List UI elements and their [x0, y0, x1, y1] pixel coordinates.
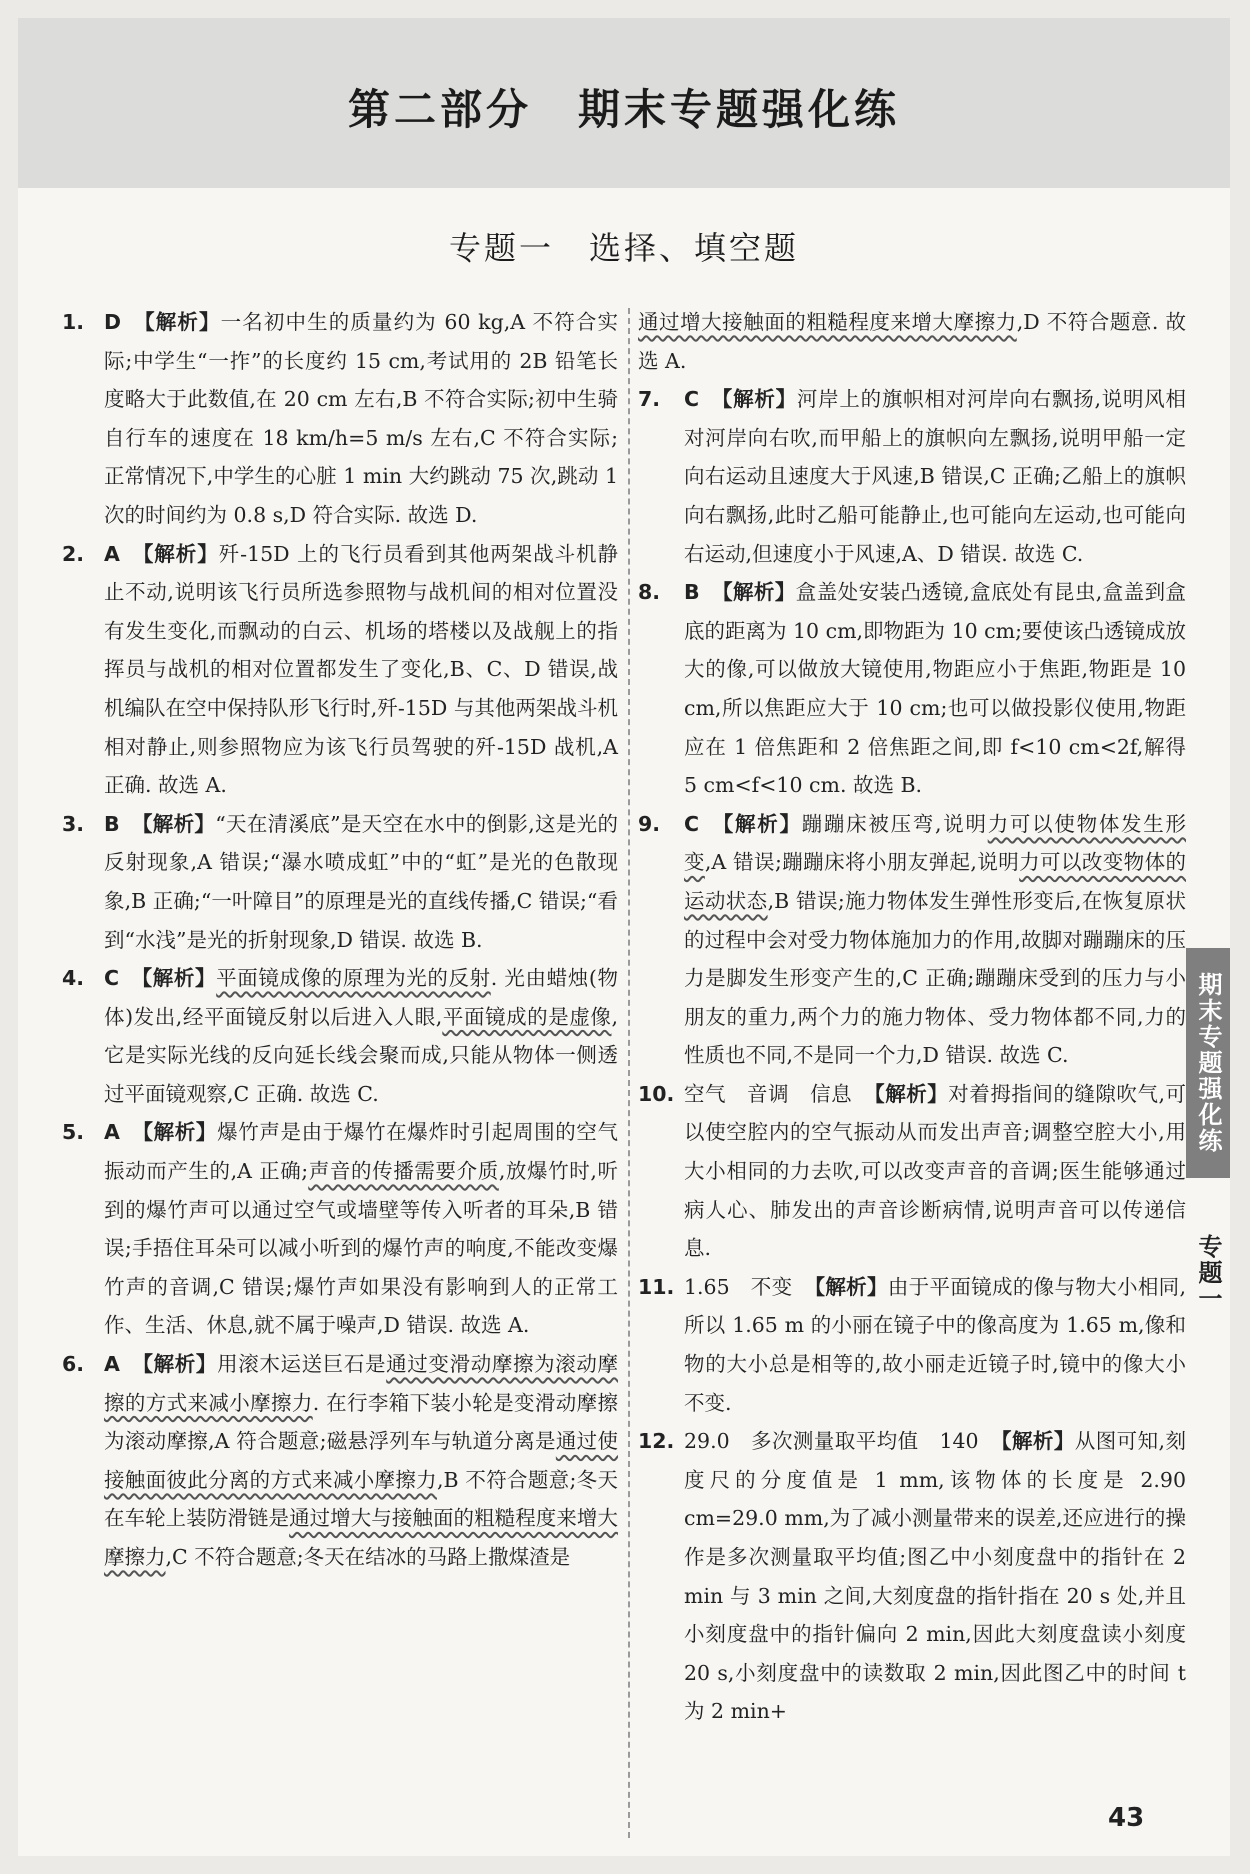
analysis-text: ,B 不符合题意;冬天在车轮上装防滑链是 [104, 1467, 618, 1531]
answer-item-9 [638, 805, 1186, 1075]
item-number: 1. [62, 310, 85, 334]
key-point: 力可以改变物体的运动状态 [684, 850, 1186, 913]
answer-choice: B [104, 811, 120, 836]
side-label: 专题一 [1194, 1234, 1222, 1312]
right-column [638, 303, 1186, 1731]
analysis-tag: 【解析】 [133, 310, 221, 334]
answer-item-6-continued [638, 303, 1186, 380]
item-number: 7. [638, 387, 661, 412]
topic-title: 专题一 选择、填空题 [448, 229, 799, 267]
item-number: 8. [638, 580, 661, 605]
analysis-text: 从图可知,刻度尺的分度值是 1 mm,该物体的长度是 2.90 cm=29.0 mm,为了减小测量带来的误差,还应进行的操作是多次测量取平均值;图乙中小刻度盘中的指针在 2 min 与 3 min 之间,大刻度盘的指针指在 20 s 处,并且小刻度盘中的指针偏向 2 min,因此大刻度盘读小刻度 20 s,小刻度盘中的读数取 2 min,因此图乙中的时间 t 为 2 min+ [684, 1429, 1186, 1724]
analysis-text: 用滚木运送巨石是 [217, 1352, 387, 1377]
analysis-text: 爆竹声是由于爆竹在爆炸时引起周围的空气振动而产生的,A 正确; [104, 1120, 619, 1184]
section-banner [18, 18, 1230, 188]
analysis-text: 由于平面镜成的像与物大小相同,所以 1.65 m 的小丽在镜子中的像高度为 1.65 m,像和物的大小总是相等的,故小丽走近镜子时,镜中的像大小不变. [684, 1274, 1187, 1415]
item-number: 4. [62, 966, 85, 991]
column-divider [628, 308, 630, 1838]
item-number: 5. [62, 1120, 85, 1145]
answer-item-1 [62, 303, 618, 535]
key-point: 通过变滑动摩擦为滚动摩擦的方式来减小摩擦力 [104, 1352, 619, 1415]
analysis-tag: 【解析】 [711, 387, 797, 412]
analysis-tag: 【解析】 [131, 1352, 218, 1377]
key-point: 力可以使物体发生形变 [684, 811, 1186, 875]
section-title: 第二部分 期末专题强化练 [347, 85, 900, 134]
answer-item-7 [638, 380, 1186, 573]
answer-item-3 [62, 805, 618, 959]
item-number: 2. [62, 541, 85, 566]
analysis-text: “天在清溪底”是天空在水中的倒影,这是光的反射现象,A 错误;“瀑水喷成虹”中的“虹”是光的色散现象,B 正确;“一叶障目”的原理是光的直线传播,C 错误;“看到“水浅”是光的折射现象,D 错误. 故选 B. [104, 811, 618, 952]
analysis-tag: 【解析】 [804, 1274, 888, 1299]
analysis-text: ,放爆竹时,听到的爆竹声可以通过空气或墙壁等传入听者的耳朵,B 错误;手捂住耳朵可以减小听到的爆竹声的响度,不能改变爆竹声的音调,C 错误;爆竹声如果没有影响到人的正常工作、生活、休息,就不属于噪声,D 错误. 故选 A. [104, 1159, 618, 1338]
answer-choice: A [104, 1120, 120, 1145]
analysis-tag: 【解析】 [131, 811, 216, 836]
answer-item-12 [638, 1422, 1186, 1731]
item-number: 11. [638, 1274, 675, 1299]
key-point: 平面镜成的是虚像 [442, 1004, 612, 1029]
key-point: 声音的传播需要介质 [308, 1159, 499, 1184]
answer-choice: B [684, 580, 700, 605]
analysis-text: 河岸上的旗帜相对河岸向右飘扬,说明风相对河岸向右吹,而甲船上的旗帜向左飘扬,说明甲船一定向右运动且速度大于风速,B 错误,C 正确;乙船上的旗帜向右飘扬,此时乙船可能静止,也可能向左运动,也可能向右运动,但速度小于风速,A、D 错误. 故选 C. [684, 387, 1187, 566]
side-tab: 期末专题强化练 [1186, 948, 1230, 1178]
analysis-text: 蹦蹦床被压弯,说明 [801, 811, 988, 836]
key-point: 通过增大接触面的粗糙程度来增大摩擦力 [638, 310, 1017, 334]
item-number: 6. [62, 1352, 85, 1377]
analysis-text: . 在行李箱下装小轮是变滑动摩擦为滚动摩擦,A 符合题意;磁悬浮列车与轨道分离是 [104, 1390, 618, 1454]
answer-choice: C [104, 966, 120, 991]
answer-choice: C [684, 811, 700, 836]
answer-choice: D [104, 310, 122, 334]
answer-choice: C [684, 387, 700, 412]
analysis-tag: 【解析】 [131, 541, 219, 566]
answer-item-4 [62, 959, 618, 1113]
key-point: 平面镜成像的原理为光的反射 [216, 966, 491, 991]
answer-item-6 [62, 1345, 618, 1577]
analysis-text: 一名初中生的质量约为 60 kg,A 不符合实际;中学生“一拃”的长度约 15 cm,考试用的 2B 铅笔长度略大于此数值,在 20 cm 左右,B 不符合实际;初中生骑自行车的速度在 18 km/h=5 m/s 左右,C 不符合实际;正常情况下,中学生的心脏 1 min 大约跳动 75 次,跳动 1 次的时间约为 0.8 s,D 符合实际. 故选 D. [104, 310, 619, 527]
answer-item-5 [62, 1113, 618, 1345]
left-column [62, 303, 618, 1577]
answer-blanks: 空气 音调 信息 [684, 1081, 853, 1106]
analysis-text: . 光由蜡烛(物体)发出,经平面镜反射以后进入人眼, [104, 966, 619, 1029]
analysis-tag: 【解析】 [711, 580, 796, 605]
answer-item-8 [638, 573, 1186, 805]
page [18, 18, 1230, 1856]
item-number: 9. [638, 811, 661, 836]
answer-item-2 [62, 535, 618, 805]
page-number: 43 [1108, 1803, 1145, 1833]
answer-choice: A [104, 541, 120, 566]
answer-choice: A [104, 1352, 120, 1377]
analysis-text: ,A 错误;蹦蹦床将小朋友弹起,说明 [704, 850, 1020, 875]
answer-item-10 [638, 1075, 1186, 1268]
item-number: 12. [638, 1429, 675, 1454]
analysis-text: 歼-15D 上的飞行员看到其他两架战斗机静止不动,说明该飞行员所选参照物与战机间的相对位置没有发生变化,而飘动的白云、机场的塔楼以及战舰上的指挥员与战机的相对位置都发生了变化,B、C、D 错误,战机编队在空中保持队形飞行时,歼-15D 与其他两架战斗机相对静止,则参照物应为该飞行员驾驶的歼-15D 战机,A 正确. 故选 A. [104, 541, 619, 798]
analysis-text: ,B 错误;施力物体发生弹性形变后,在恢复原状的过程中会对受力物体施加力的作用,故脚对蹦蹦床的压力是脚发生形变产生的,C 正确;蹦蹦床受到的压力与小朋友的重力,两个力的施力物体、受力物体都不同,力的性质也不同,不是同一个力,D 错误. 故选 C. [684, 888, 1186, 1068]
analysis-tag: 【解析】 [864, 1081, 949, 1106]
analysis-text: 盒盖处安装凸透镜,盒底处有昆虫,盒盖到盒底的距离为 10 cm,即物距为 10 cm;要使该凸透镜成放大的像,可以做放大镜使用,物距应小于焦距,物距是 10 cm,所以焦距应大于 10 cm;也可以做投影仪使用,物距应在 1 倍焦距和 2 倍焦距之间,即 f<10 cm<2f,解得 5 cm<f<10 cm. 故选 B. [684, 580, 1186, 798]
item-number: 10. [638, 1081, 675, 1106]
answer-blanks: 29.0 多次测量取平均值 140 [684, 1429, 979, 1454]
analysis-text: ,C 不符合题意;冬天在结冰的马路上撒煤渣是 [165, 1545, 571, 1569]
answer-item-11 [638, 1268, 1186, 1422]
item-number: 3. [62, 811, 85, 836]
key-point: 通过增大与接触面的粗糙程度来增大摩擦力 [104, 1506, 618, 1569]
analysis-tag: 【解析】 [131, 966, 217, 991]
key-point: 通过使接触面彼此分离的方式来减小摩擦力 [104, 1429, 619, 1492]
analysis-tag: 【解析】 [711, 811, 802, 836]
answer-blanks: 1.65 不变 [684, 1274, 793, 1299]
analysis-text: ,它是实际光线的反向延长线会聚而成,只能从物体一侧透过平面镜观察,C 正确. 故选 C. [104, 1004, 618, 1106]
analysis-text: 对着拇指间的缝隙吹气,可以使空腔内的空气振动从而发出声音;调整空腔大小,用大小相同的力去吹,可以改变声音的音调;医生能够通过病人心、肺发出的声音诊断病情,说明声音可以传递信息. [684, 1081, 1187, 1261]
analysis-text: ,D 不符合题意. 故选 A. [638, 310, 1186, 373]
analysis-tag: 【解析】 [131, 1120, 218, 1145]
analysis-tag: 【解析】 [990, 1429, 1075, 1454]
